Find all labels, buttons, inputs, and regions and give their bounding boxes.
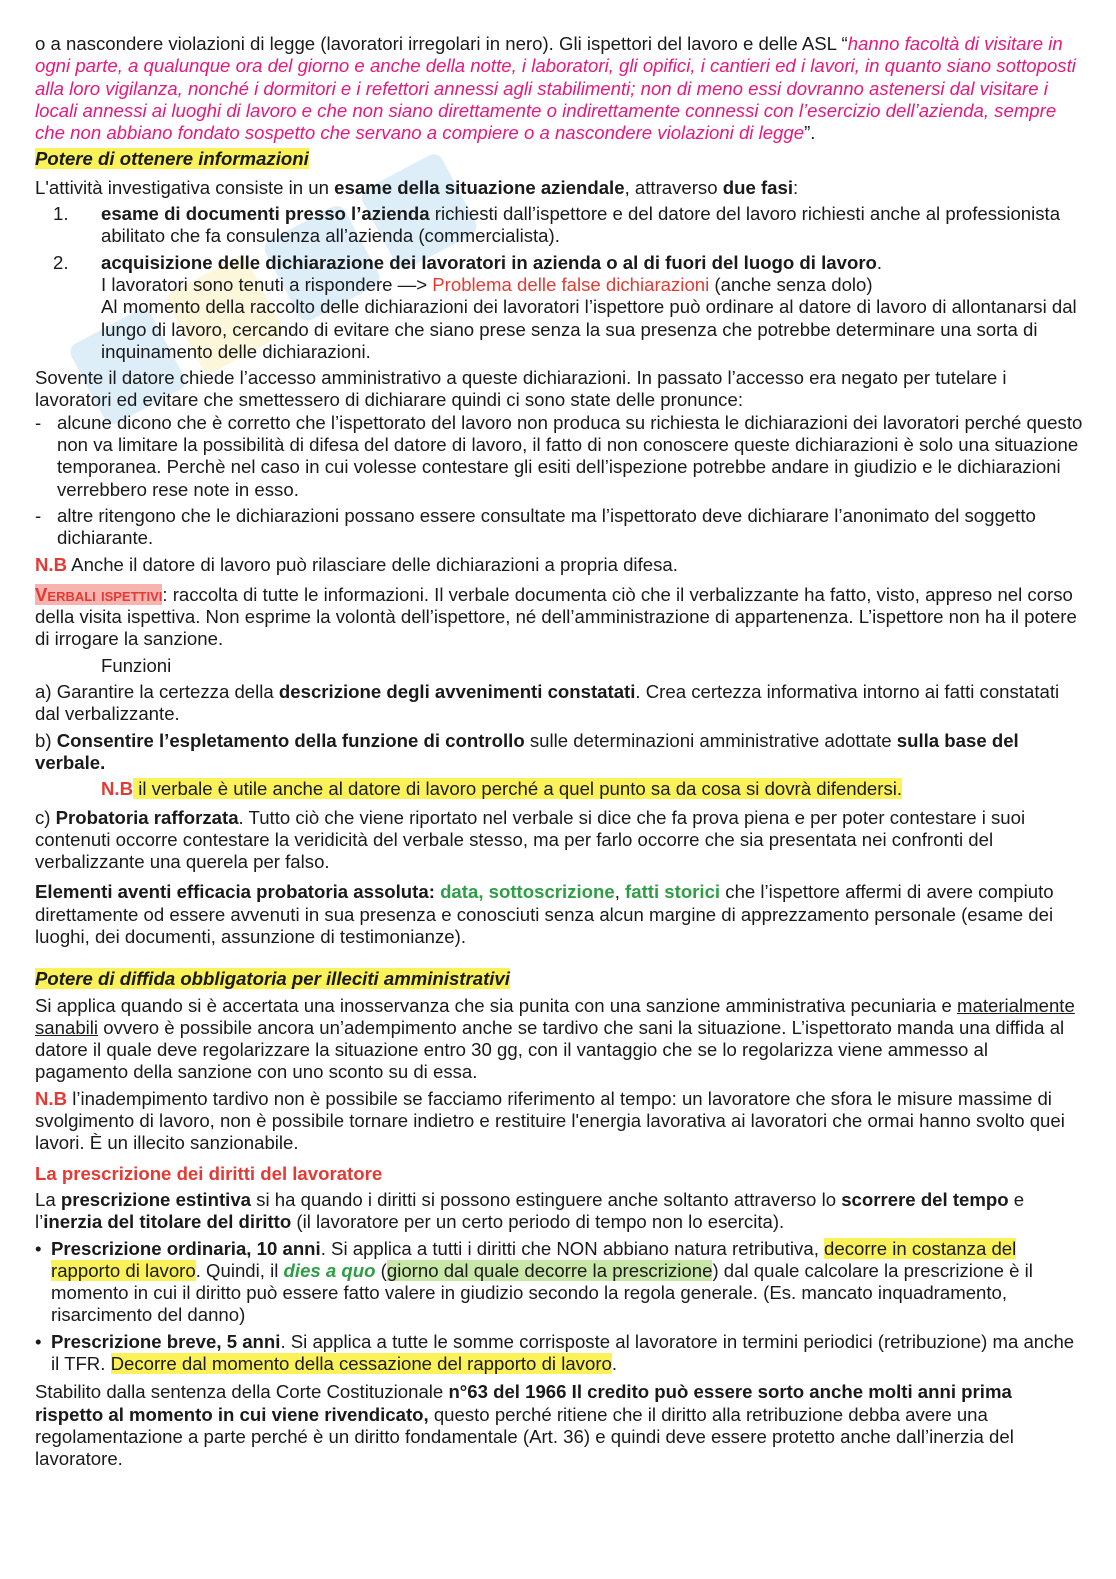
nb-note: N.B Anche il datore di lavoro può rilasciare delle dichiarazioni a propria difesa. — [35, 553, 678, 575]
list-item: • Prescrizione ordinaria, 10 anni. Si applica a tutti i diritti che NON abbiano natura retributiva, decorre in costanza del rapporto di lavoro. Quindi, il dies a quo (giorno dal quale decorre la prescrizione) dal quale calcolare la prescrizione è il momento in cui il diritto può essere fatto valere in giudizio secondo la regola generale. (Es. mancato inquadramento, risarcimento del danno) — [35, 1237, 1033, 1326]
access-paragraph: Sovente il datore chiede l’accesso amministrativo a queste dichiarazioni. In passato l’accesso era negato per tutelare i lavoratori ed evitare che smettessero di dichiarare quindi ci sono state delle pronunce: — [35, 367, 1007, 411]
function-c: c) Probatoria rafforzata. Tutto ciò che viene riportato nel verbale si dice che fa prova piena e per poter contestare i suoi contenuti occorre contestare la veridicità del verbale stesso, ma per farlo occorre che sia presentata nei confronti del verbalizzante una querela per falso. — [35, 806, 1026, 873]
list-item: - alcune dicono che è corretto che l’ispettorato del lavoro non produca su richiesta le dichiarazioni dei lavoratori perché questo non va limitare la possibilità di difesa del datore di lavoro, il fatto di non conoscere queste dichiarazioni è solo una situazione temporanea. Perchè nel caso in cui volesse contestare gli esiti dell’ispezione potrebbe andare in giudizio e le dichiarazioni verrebbero rese note in esso. — [35, 411, 1083, 500]
function-b: b) Consentire l’espletamento della funzione di controllo sulle determinazioni amministrative adottate sulla base del verbale. — [35, 729, 1019, 773]
intro-paragraph: o a nascondere violazioni di legge (lavoratori irregolari in nero). Gli ispettori del lavoro e delle ASL “hanno facoltà di visitare in ogni parte, a qualunque ora del giorno e anche della notte, i laboratori, gli opifici, i cantieri ed i lavori, in quanto siano sottoposti alla loro vigilanza, nonché i dormitori e i refettori annessi agli stabilimenti; non di meno essi dovranno astenersi dal visitare i locali annessi ai luoghi di lavoro e che non siano direttamente o indirettamente connessi con l’esercizio dell’azienda, sempre che non abbiano fondato sospetto che servano a compiere o a nascondere violazioni di legge”. — [35, 33, 1076, 144]
court-ruling-paragraph: Stabilito dalla sentenza della Corte Costituzionale n°63 del 1966 Il credito può essere sorto anche molti anni prima rispetto al momento in cui viene rivendicato, questo perché ritiene che il diritto alla retribuzione debba avere una regolamentazione a parte perché è un diritto fondamentale (Art. 36) e quindi deve essere protetto anche dall’inerzia del lavoratore. — [35, 1381, 1014, 1470]
section-heading-verbali: Verbali ispettivi — [35, 583, 163, 605]
document-page — [35, 33, 1085, 1471]
nb-note: N.B il verbale è utile anche al datore di lavoro perché a quel punto sa da cosa si dovrà difendersi. — [101, 778, 903, 800]
nb-note: N.B l’inadempimento tardivo non è possibile se facciamo riferimento al tempo: un lavoratore che sfora le misure massime di svolgimento di lavoro, non è possibile tornare indietro e restituire l'energia lavorativa ai lavoratori che ormai hanno svolto quei lavori. È un illecito sanzionabile. — [35, 1087, 1065, 1154]
false-declarations-label: Problema delle false dichiarazioni — [432, 273, 710, 295]
diffida-paragraph: Si applica quando si è accertata una inosservanza che sia punita con una sanzione amministrativa pecuniaria e materialmente sanabili ovvero è possibile ancora un’adempimento anche se tardivo che sani la situazione. L’ispettorato manda una diffida al datore il quale deve regolarizzare la situazione entro 30 gg, con il vantaggio che se lo regolarizza viene ammesso al pagamento della sanzione con uno sconto su di essa. — [35, 994, 1075, 1083]
function-a: a) Garantire la certezza della descrizione degli avvenimenti constatati. Crea certezza informativa intorno ai fatti constatati dal verbalizzante. — [35, 681, 1060, 725]
list-item: • Prescrizione breve, 5 anni. Si applica a tutte le somme corrisposte al lavoratore in termini periodici (retribuzione) ma anche il TFR. Decorre dal momento della cessazione del rapporto di lavoro. — [35, 1330, 1075, 1375]
section-heading-diffida: Potere di diffida obbligatoria per illeciti amministrativi — [35, 968, 510, 990]
list-item: 2. acquisizione delle dichiarazione dei lavoratori in azienda o al di fuori del luogo di lavoro. I lavoratori sono tenuti a rispondere —> Problema delle false dichiarazioni (anche senza dolo) Al momento della raccolto delle dichiarazioni dei lavoratori l’ispettore può ordinare al datore di lavoro di allontanarsi dal lungo di lavoro, cercando di evitare che siano prese senza la sua presenza che potrebbe determinare una sorta di inquinamento delle dichiarazioni. — [53, 251, 1077, 362]
verbali-paragraph: Verbali ispettivi: raccolta di tutte le informazioni. Il verbale documenta ciò che il verbalizzante ha fatto, visto, appreso nel corso della visita ispettiva. Non esprime la volontà dell’ispettore, né dell’amministrazione di appartenenza. L’ispettore non ha il potere di irrogare la sanzione. — [35, 583, 1077, 650]
section-heading-information: Potere di ottenere informazioni — [35, 148, 309, 170]
prescrizione-paragraph: La prescrizione estintiva si ha quando i diritti si possono estinguere anche soltanto attraverso lo scorrere del tempo e l’inerzia del titolare del diritto (il lavoratore per un certo periodo di tempo non lo esercita). — [35, 1188, 1025, 1233]
list-item: - altre ritengono che le dichiarazioni possano essere consultate ma l’ispettorato deve dichiarare l’anonimato del soggetto dichiarante. — [35, 504, 1036, 549]
section-heading-prescrizione: La prescrizione dei diritti del lavoratore — [35, 1162, 383, 1184]
list-item: 1. esame di documenti presso l’azienda richiesti dall’ispettore e del datore del lavoro richiesti anche al professionista abilitato che fa consulenza all’azienda (commercialista). — [53, 203, 1061, 247]
inspection-quote: hanno facoltà di visitare in ogni parte, a qualunque ora del giorno e anche della notte, i laboratori, gli opifici, i cantieri ed i lavori, in quanto siano sottoposti alla loro vigilanza, nonché i dormitori e i refettori annessi agli stabilimenti; non di meno essi dovranno astenersi dal visitare i locali annessi ai luoghi di lavoro e che non siano direttamente o indirettamente connessi con l’esercizio dell’azienda, sempre che non abbiano fondato sospetto che servano a compiere o a nascondere violazioni di legge — [35, 33, 1076, 144]
evidence-elements: Elementi aventi efficacia probatoria assoluta: data, sottoscrizione, fatti storici che l’ispettore affermi di avere compiuto direttamente od essere avvenuti in sua presenza e conosciuti senza alcun margine di apprezzamento personale (esame dei luoghi, dei documenti, assunzione di testimonianze). — [35, 881, 1054, 947]
info-paragraph: L'attività investigativa consiste in un esame della situazione aziendale, attraverso due fasi: — [35, 176, 799, 198]
functions-label: Funzioni — [101, 654, 172, 676]
